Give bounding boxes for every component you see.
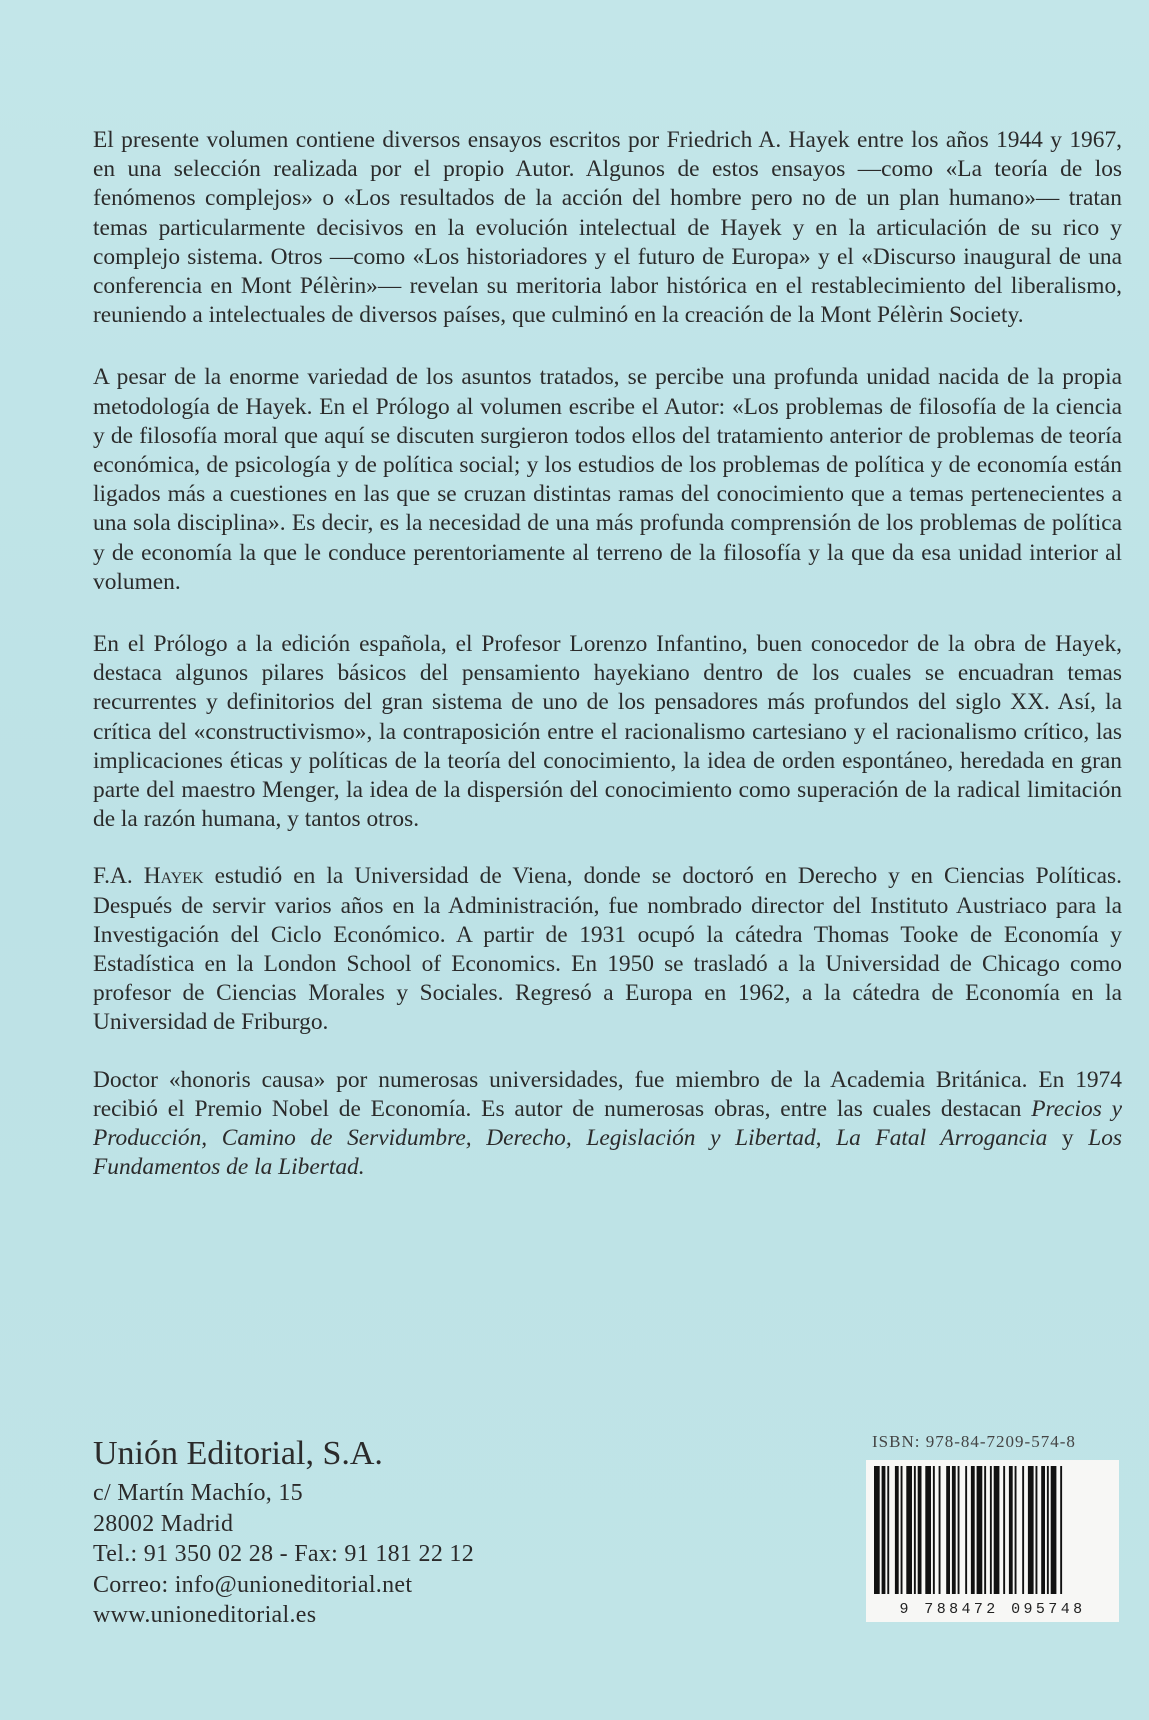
honors-text: Doctor «honoris causa» por numerosas universidades, fue miembro de la Academia Británica. En 1974 recibió el Premio Nobel de Economía. Es autor de numerosas obras, entre las cuales destacan bbox=[93, 1066, 1122, 1122]
works-connector: y bbox=[1047, 1125, 1089, 1152]
works-list: Precios y Producción, Camino de Servidumbre, Derecho, Legislación y Libertad, La Fatal Arrogancia bbox=[93, 1095, 1123, 1152]
paragraph-intro: El presente volumen contiene diversos ensayos escritos por Friedrich A. Hayek entre los años 1944 y 1967, en una selección realizada por el propio Autor. Algunos de estos ensayos —como «La teoría de los fenómenos complejos» o «Los resultados de la acción del hombre pero no de un plan humano»— tratan temas particularmente decisivos en la evolución intelectual de Hayek y en la articulación de su rico y complejo sistema. Otros —como «Los historiadores y el futuro de Europa» y el «Discurso inaugural de una conferencia en Mont Pélèrin»— revelan su meritoria labor histórica en el restablecimiento del liberalismo, reuniendo a intelectuales de diversos países, que culminó en la creación de la Mont Pélèrin Society. bbox=[93, 127, 1122, 329]
publisher-info bbox=[93, 1434, 653, 1631]
publisher-phone: Tel.: 91 350 02 28 - Fax: 91 181 22 12 bbox=[93, 1541, 475, 1568]
barcode-bars bbox=[872, 1466, 1113, 1594]
author-name: F.A. Hayek bbox=[93, 863, 204, 890]
paragraph-methodology: A pesar de la enorme variedad de los asuntos tratados, se percibe una profunda unidad nacida de la propia metodología de Hayek. En el Prólogo al volumen escribe el Autor: «Los problemas de filosofía de la ciencia y de filosofía moral que aquí se discuten surgieron todos ellos del tratamiento anterior de problemas de teoría económica, de psicología y de política social; y los estudios de los problemas de política y de economía están ligados más a cuestiones en las que se cruzan distintas ramas del conocimiento que a temas pertenecientes a una sola disciplina». Es decir, es la necesidad de una más profunda comprensión de los problemas de política y de economía la que le conduce perentoriamente al terreno de la filosofía y la que da esa unidad interior al volumen. bbox=[93, 364, 1122, 595]
author-bio-text: estudió en la Universidad de Viena, donde se doctoró en Derecho y en Ciencias Políticas. Después de servir varios años en la Administración, fue nombrado director del Instituto Austriaco para la Investigación del Ciclo Económico. A partir de 1931 ocupó la cátedra Thomas Tooke de Economía y Estadística en la London School of Economics. En 1950 se trasladó a la Universidad de Chicago como profesor de Ciencias Morales y Sociales. Regresó a Europa en 1962, a la cátedra de Economía en la Universidad de Friburgo. bbox=[93, 863, 1122, 1036]
publisher-email: Correo: info@unioneditorial.net bbox=[93, 1571, 413, 1598]
publisher-city: 28002 Madrid bbox=[93, 1510, 234, 1537]
publisher-address: c/ Martín Machío, 15 bbox=[93, 1480, 303, 1506]
description-text bbox=[93, 126, 1122, 1183]
barcode-block bbox=[866, 1432, 1121, 1622]
isbn-label: ISBN: 978-84-7209-574-8 bbox=[872, 1432, 1076, 1451]
paragraph-prologue: En el Prólogo a la edición española, el Profesor Lorenzo Infantino, buen conocedor de la obra de Hayek, destaca algunos pilares básicos del pensamiento hayekiano dentro de los cuales se encuadran temas recurrentes y definitorios del gran sistema de uno de los pensadores más profundos del siglo XX. Así, la crítica del «constructivismo», la contraposición entre el racionalismo cartesiano y el racionalismo crítico, las implicaciones éticas y políticas de la teoría del conocimiento, la idea de orden espontáneo, heredada en gran parte del maestro Menger, la idea de la dispersión del conocimiento como superación de la radical limitación de la razón humana, y tantos otros. bbox=[93, 631, 1122, 833]
paragraph-honors bbox=[93, 1066, 1122, 1183]
publisher-website: www.unioneditorial.es bbox=[93, 1602, 317, 1629]
barcode bbox=[866, 1460, 1119, 1622]
publisher-name: Unión Editorial, S.A. bbox=[93, 1435, 383, 1472]
paragraph-author-bio bbox=[93, 862, 1122, 1037]
barcode-digits: 9 788472 095748 bbox=[899, 1601, 1086, 1618]
works-last: Los Fundamentos de la Libertad. bbox=[93, 1125, 1123, 1181]
